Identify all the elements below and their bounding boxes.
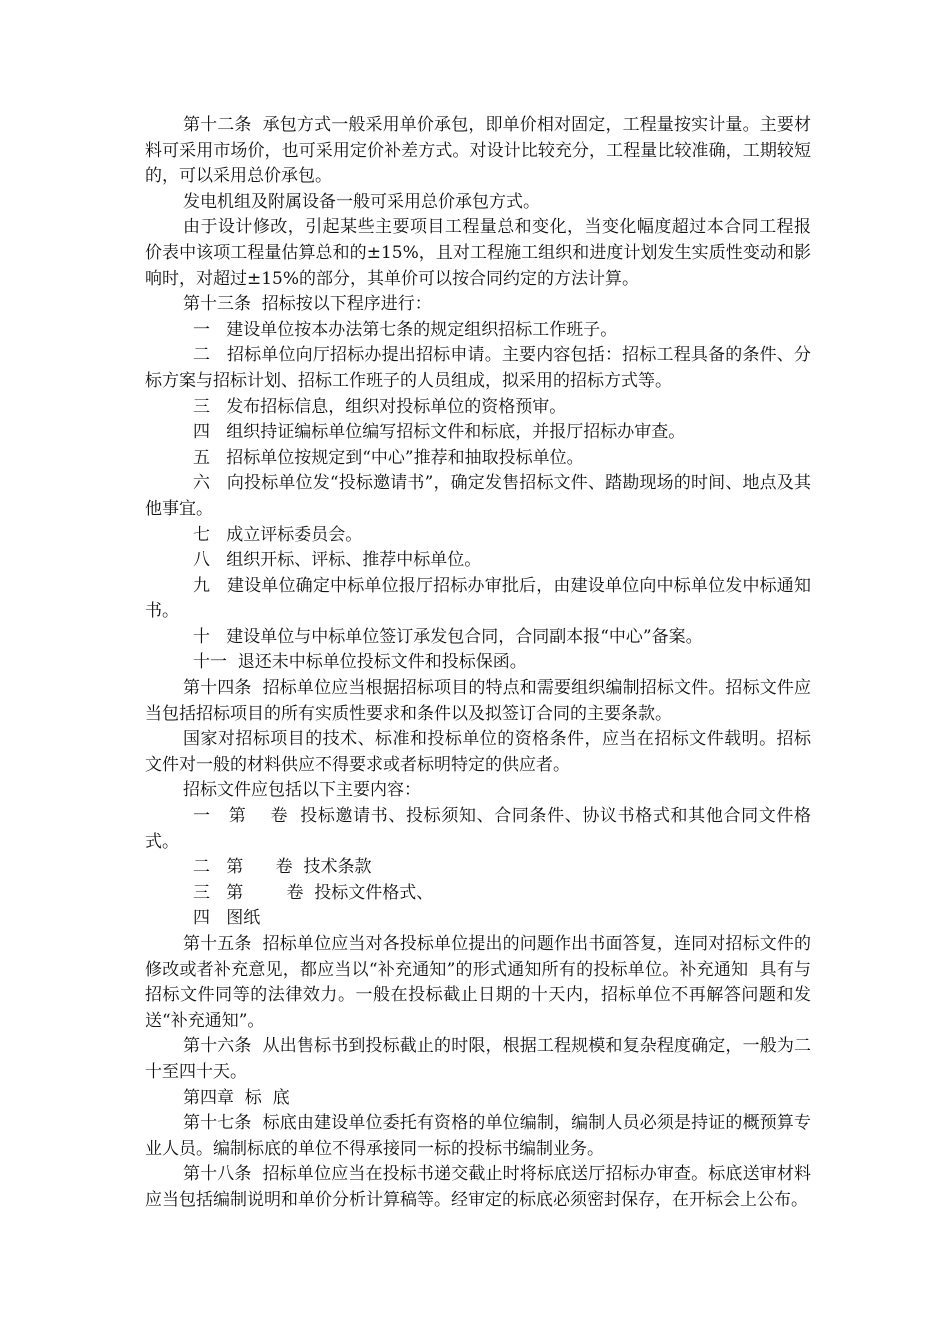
list-item: 六 向投标单位发“投标邀请书”，确定发售招标文件、踏勘现场的时间、地点及其他事宜。 <box>145 473 811 519</box>
paragraph-article-15: 第十五条 招标单位应当对各投标单位提出的问题作出书面答复，连同对招标文件的修改或者补充意见，都应当以“补充通知”的形式通知所有的投标单位。补充通知 具有与招标文件同等的法律效力。一般在投标截止日期的十天内，招标单位不再解答问题和发送“补充通知”。 <box>145 934 811 1031</box>
paragraph-article-14: 第十四条 招标单位应当根据招标项目的特点和需要组织编制招标文件。招标文件应当包括招标项目的所有实质性要求和条件以及拟签订合同的主要条款。 <box>145 678 811 724</box>
list-item: 四 组织持证编标单位编写招标文件和标底，并报厅招标办审查。 <box>193 422 686 443</box>
list-item: 一 第 卷 投标邀请书、投标须知、合同条件、协议书格式和其他合同文件格式。 <box>145 806 811 852</box>
paragraph-generator-units: 发电机组及附属设备一般可采用总价承包方式。 <box>183 191 540 212</box>
paragraph-design-change: 由于设计修改，引起某些主要项目工程量总和变化，当变化幅度超过本合同工程报价表中该项工程量估算总和的±15%，且对工程施工组织和进度计划发生实质性变动和影响时，对超过±15%的部分，其单价可以按合同约定的方法计算。 <box>145 217 811 289</box>
paragraph-article-17: 第十七条 标底由建设单位委托有资格的单位编制，编制人员必须是持证的概预算专业人员。编制标底的单位不得承接同一标的投标书编制业务。 <box>145 1113 811 1159</box>
list-item: 十 建设单位与中标单位签订承发包合同，合同副本报“中心”备案。 <box>193 626 703 647</box>
list-item: 九 建设单位确定中标单位报厅招标办审批后，由建设单位向中标单位发中标通知书。 <box>145 575 811 622</box>
paragraph-article-16: 第十六条 从出售标书到投标截止的时限，根据工程规模和复杂程度确定，一般为二十至四十天。 <box>145 1036 811 1082</box>
list-item: 二 招标单位向厅招标办提出招标申请。主要内容包括：招标工程具备的条件、分标方案与招标计划、招标工作班子的人员组成，拟采用的招标方式等。 <box>145 345 811 391</box>
list-item: 七 成立评标委员会。 <box>193 524 363 545</box>
paragraph-national-requirements: 国家对招标项目的技术、标准和投标单位的资格条件，应当在招标文件载明。招标文件对一般的材料供应不得要求或者标明特定的供应者。 <box>145 729 811 775</box>
list-item: 二 第 卷 技术条款 <box>193 857 372 878</box>
document-body <box>145 113 811 1214</box>
list-item: 五 招标单位按规定到“中心”推荐和抽取投标单位。 <box>193 447 584 468</box>
list-item: 一 建设单位按本办法第七条的规定组织招标工作班子。 <box>193 319 618 340</box>
list-item: 四 图纸 <box>193 908 261 929</box>
list-item: 三 发布招标信息，组织对投标单位的资格预审。 <box>193 396 567 417</box>
list-item: 三 第 卷 投标文件格式、 <box>193 882 434 903</box>
list-item: 十一 退还未中标单位投标文件和投标保函。 <box>193 652 527 673</box>
paragraph-article-18: 第十八条 招标单位应当在投标书递交截止时将标底送厅招标办审查。标底送审材料应当包括编制说明和单价分析计算稿等。经审定的标底必须密封保存，在开标会上公布。 <box>145 1164 811 1210</box>
paragraph-article-12: 第十二条 承包方式一般采用单价承包，即单价相对固定，工程量按实计量。主要材料可采用市场价，也可采用定价补差方式。对设计比较充分，工程量比较准确，工期较短的，可以采用总价承包。 <box>145 115 811 187</box>
paragraph-contents-intro: 招标文件应包括以下主要内容： <box>183 780 421 801</box>
chapter-heading: 第四章 标 底 <box>183 1087 290 1108</box>
paragraph-article-13: 第十三条 招标按以下程序进行： <box>183 294 432 315</box>
list-item: 八 组织开标、评标、推荐中标单位。 <box>193 550 482 571</box>
